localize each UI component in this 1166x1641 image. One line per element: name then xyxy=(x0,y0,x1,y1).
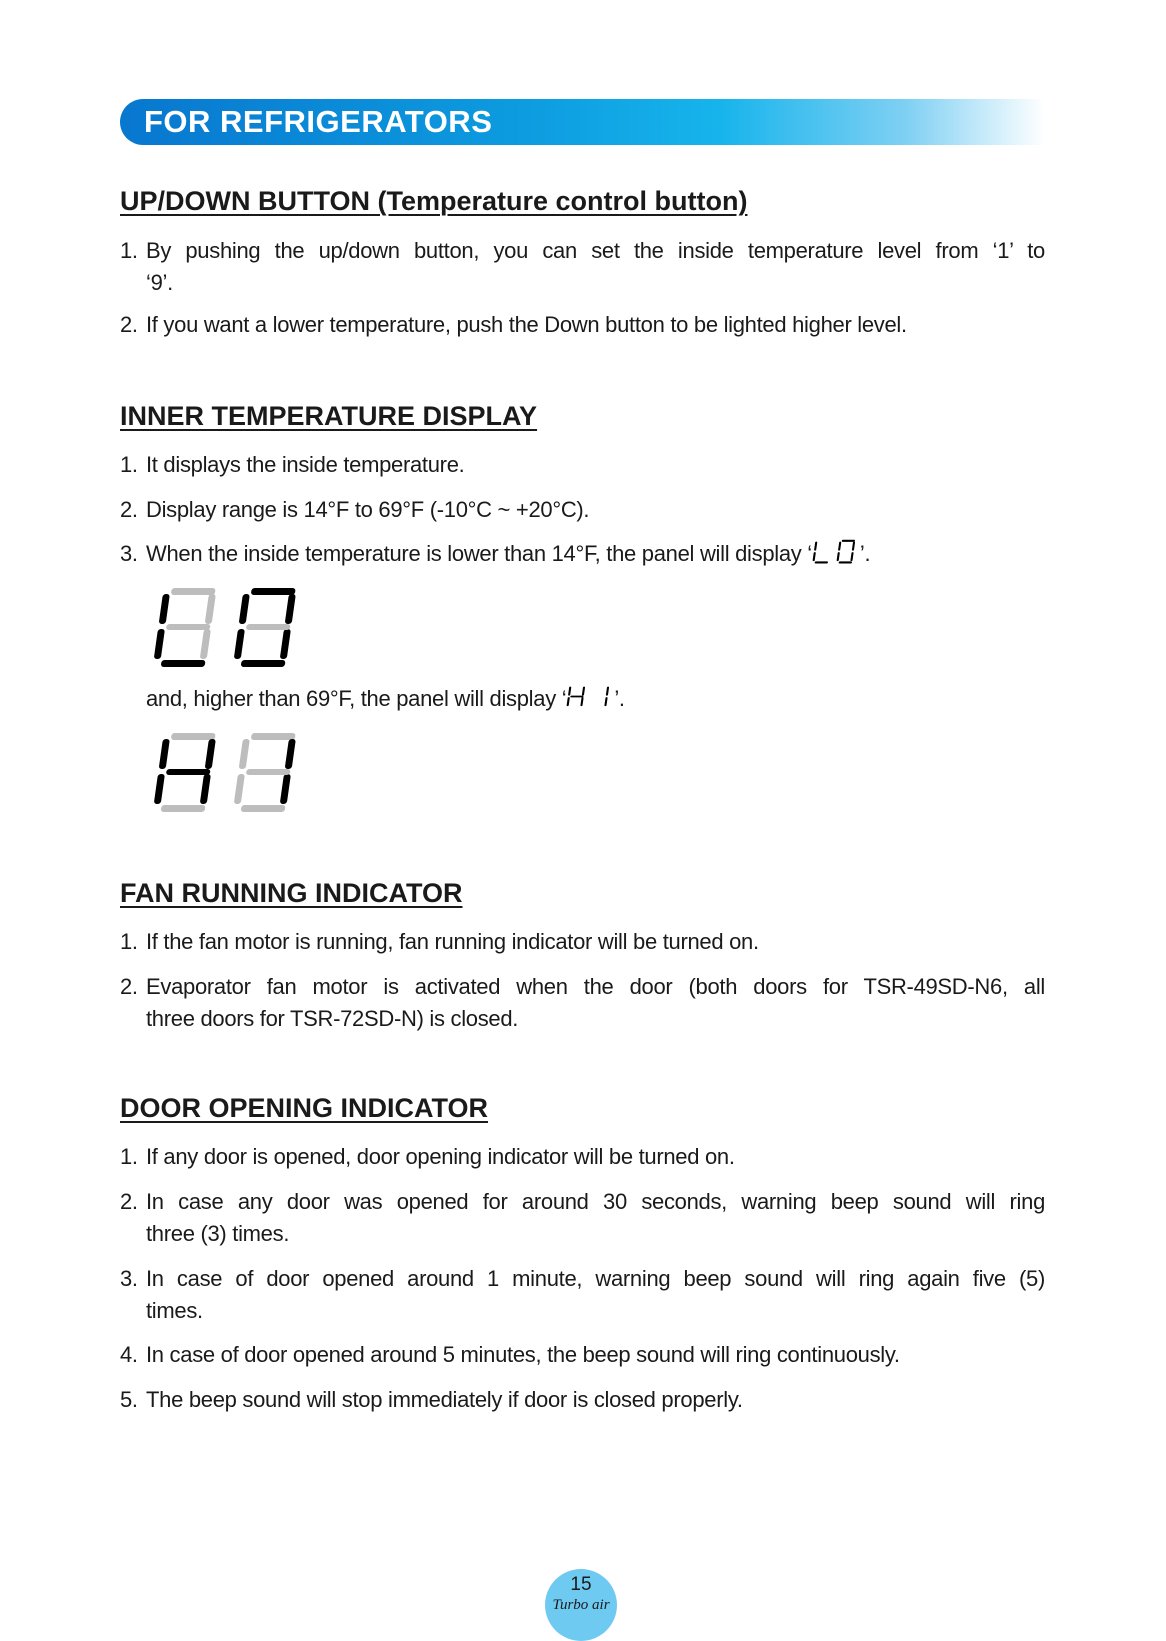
segment-c xyxy=(280,629,291,659)
banner-title: FOR REFRIGERATORS xyxy=(144,104,493,139)
inline-lo-display xyxy=(812,539,860,573)
inner-item-3: 3. When the inside temperature is lower than 14°F, the panel will display ‘ ’. xyxy=(120,538,1045,573)
segment-f xyxy=(239,594,250,624)
inner-item-2: 2. Display range is 14°F to 69°F (-10°C ~ +20°C). xyxy=(120,497,590,522)
segment-f xyxy=(568,687,571,696)
segment-d xyxy=(161,660,206,667)
segment-c xyxy=(200,774,211,804)
door-item-2: 2. In case any door was opened for around 30 seconds, warning beep sound will ring three (3) times. xyxy=(120,1189,1045,1246)
segment-g xyxy=(570,696,583,698)
digit-h xyxy=(153,733,217,812)
heading-updown: UP/DOWN BUTTON (Temperature control button) xyxy=(120,186,748,216)
segment-e xyxy=(154,629,165,659)
brand-logo: Turbo air xyxy=(552,1597,610,1613)
segment-b xyxy=(205,594,216,624)
segment-b xyxy=(852,542,855,551)
segment-d xyxy=(814,561,827,563)
segment-c xyxy=(280,774,291,804)
segment-b xyxy=(582,687,585,696)
segment-f xyxy=(838,542,841,551)
segment-e xyxy=(234,774,245,804)
segment-e xyxy=(154,774,165,804)
inline-hi-display xyxy=(566,684,614,718)
digit-i xyxy=(605,687,610,707)
section-banner xyxy=(120,99,1045,145)
fan-item-2: 2. Evaporator fan motor is activated when the door (both doors for TSR-49SD-N6, all three doors for TSR-72SD-N) is closed. xyxy=(120,974,1045,1031)
segment-b xyxy=(285,594,296,624)
segment-a xyxy=(251,733,296,740)
segment-g xyxy=(166,624,211,630)
segment-a xyxy=(171,588,216,595)
digit-o xyxy=(836,540,855,564)
digit-h xyxy=(567,687,586,707)
segment-g xyxy=(246,769,291,775)
door-item-5: 5. The beep sound will stop immediately if door is closed properly. xyxy=(120,1387,743,1412)
segment-f xyxy=(159,739,170,769)
segment-a xyxy=(842,540,855,542)
page-number: 15 xyxy=(570,1574,592,1595)
updown-item-1: 1. By pushing the up/down button, you can set the inside temperature level from ‘1’ to ‘9’. xyxy=(120,238,1045,295)
inner-high-text: and, higher than 69°F, the panel will display ‘ ’. xyxy=(146,683,625,718)
segment-d xyxy=(161,805,206,812)
segment-c xyxy=(581,697,584,706)
segment-g xyxy=(246,624,291,630)
fan-item-1: 1. If the fan motor is running, fan running indicator will be turned on. xyxy=(120,929,759,954)
segment-a xyxy=(251,588,296,595)
digit-o xyxy=(233,588,297,667)
segment-b xyxy=(606,687,609,696)
digit-l xyxy=(153,588,217,667)
segment-b xyxy=(205,739,216,769)
digit-i xyxy=(233,733,297,812)
segment-f xyxy=(239,739,250,769)
segment-e xyxy=(234,629,245,659)
door-item-3: 3. In case of door opened around 1 minute, warning beep sound will ring again five (5) times. xyxy=(120,1266,1045,1323)
heading-inner-temperature: INNER TEMPERATURE DISPLAY xyxy=(120,401,538,431)
segment-e xyxy=(836,552,839,561)
segment-g xyxy=(166,769,211,775)
segment-c xyxy=(850,552,853,561)
segment-a xyxy=(171,733,216,740)
segment-b xyxy=(285,739,296,769)
segment-d xyxy=(838,561,851,563)
hi-display-digits xyxy=(152,731,312,818)
segment-f xyxy=(814,542,817,551)
segment-d xyxy=(241,805,286,812)
segment-e xyxy=(812,552,815,561)
door-item-4: 4. In case of door opened around 5 minutes, the beep sound will ring continuously. xyxy=(120,1342,900,1367)
page-number-badge xyxy=(545,1569,617,1641)
heading-fan-running: FAN RUNNING INDICATOR xyxy=(120,878,463,908)
segment-e xyxy=(567,697,570,706)
lo-display-digits xyxy=(152,586,312,673)
segment-f xyxy=(159,594,170,624)
digit-l xyxy=(812,542,831,564)
segment-c xyxy=(605,697,608,706)
door-item-1: 1. If any door is opened, door opening indicator will be turned on. xyxy=(120,1144,735,1169)
inner-item-1: 1. It displays the inside temperature. xyxy=(120,452,465,477)
heading-door-opening: DOOR OPENING INDICATOR xyxy=(120,1093,489,1123)
segment-c xyxy=(200,629,211,659)
updown-item-2: 2. If you want a lower temperature, push the Down button to be lighted higher level. xyxy=(120,312,907,337)
segment-d xyxy=(241,660,286,667)
